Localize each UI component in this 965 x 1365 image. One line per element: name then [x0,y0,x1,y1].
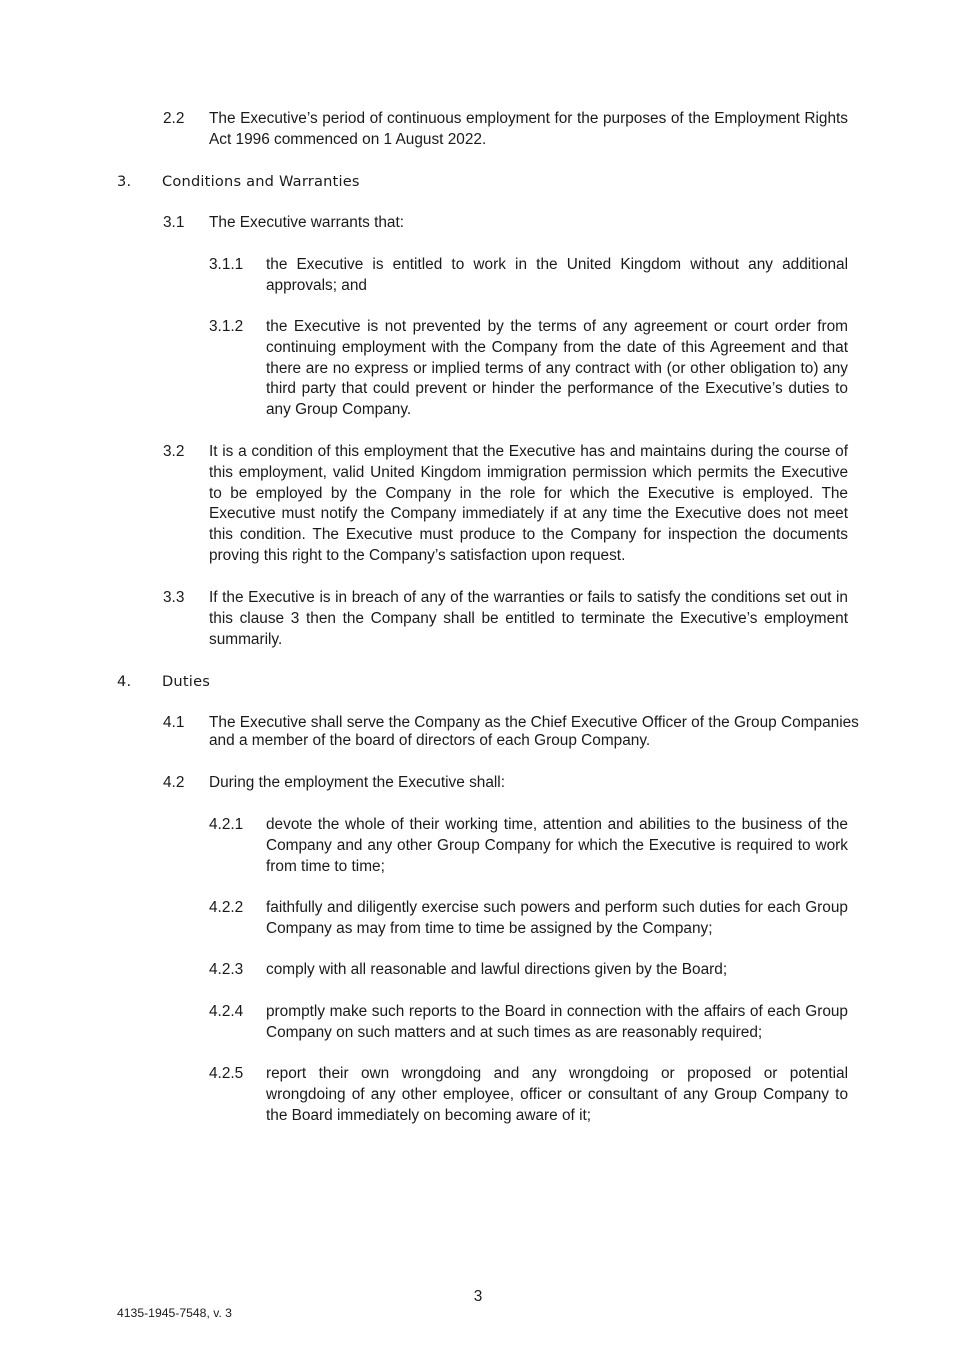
clause-text [209,714,859,750]
clause-number: 4.2.2 [209,899,244,916]
clause-number: 3.1.2 [209,318,244,335]
section-number: 3. [117,173,132,190]
clause-text: It is a condition of this employment that the Executive has and maintains during the course of this employment, valid United Kingdom immigration permission which permits the Executive to be employed by the Company in the role for which the Executive is employed. The Executive must notify the Company immediately if at any time the Executive does not meet this condition. The Executive must produce to the Company for inspection the documents proving this right to the Company’s satisfaction upon request. [209,443,848,564]
clause-number: 4.2.3 [209,961,244,978]
clause-text: The Executive’s period of continuous employment for the purposes of the Employment Rights Act 1996 commenced on 1 August 2022. [209,110,848,148]
clause-number: 2.2 [163,110,185,127]
clause-text: promptly make such reports to the Board in connection with the affairs of each Group Company on such matters and at such times as are reasonably required; [266,1003,848,1041]
clause-number: 4.2.1 [209,816,244,833]
clause-number: 3.3 [163,589,185,606]
clause-number: 4.2 [163,774,185,791]
section-title: Conditions and Warranties [162,173,360,190]
clause-text: comply with all reasonable and lawful directions given by the Board; [266,961,728,978]
clause-text: If the Executive is in breach of any of the warranties or fails to satisfy the conditions set out in this clause 3 then the Company shall be entitled to terminate the Executive’s employment summarily. [209,589,848,648]
clause-text: faithfully and diligently exercise such powers and perform such duties for each Group Company as may from time to time be assigned by the Company; [266,899,848,937]
clause-number: 3.1.1 [209,256,244,273]
clause-number: 4.2.5 [209,1065,244,1082]
clause-number: 3.1 [163,214,185,231]
clause-text: During the employment the Executive shall: [209,774,505,791]
clause-number: 4.2.4 [209,1003,244,1020]
clause-text-line: and a member of the board of directors of each Group Company. [209,732,651,749]
clause-text: devote the whole of their working time, attention and abilities to the business of the Company and any other Group Company for which the Executive is required to work from time to time; [266,816,848,875]
clause-text: The Executive warrants that: [209,214,405,231]
clause-text-line: The Executive shall serve the Company as the Chief Executive Officer of the Group Companies [209,714,859,731]
section-title: Duties [162,673,211,690]
page-number: 3 [473,1288,483,1305]
clause-text: the Executive is not prevented by the terms of any agreement or court order from continuing employment with the Company from the date of this Agreement and that there are no express or implied terms of any contract with (or other obligation to) any third party that could prevent or hinder the performance of the Executive’s duties to any Group Company. [266,318,848,419]
clause-number: 4.1 [163,714,185,731]
clause-number: 3.2 [163,443,185,460]
section-number: 4. [117,673,132,690]
document-reference: 4135-1945-7548, v. 3 [117,1306,232,1320]
clause-text: the Executive is entitled to work in the United Kingdom without any additional approvals; and [266,256,848,294]
clause-text: report their own wrongdoing and any wrongdoing or proposed or potential wrongdoing of any other employee, officer or consultant of any Group Company to the Board immediately on becoming aware of it; [266,1065,848,1124]
